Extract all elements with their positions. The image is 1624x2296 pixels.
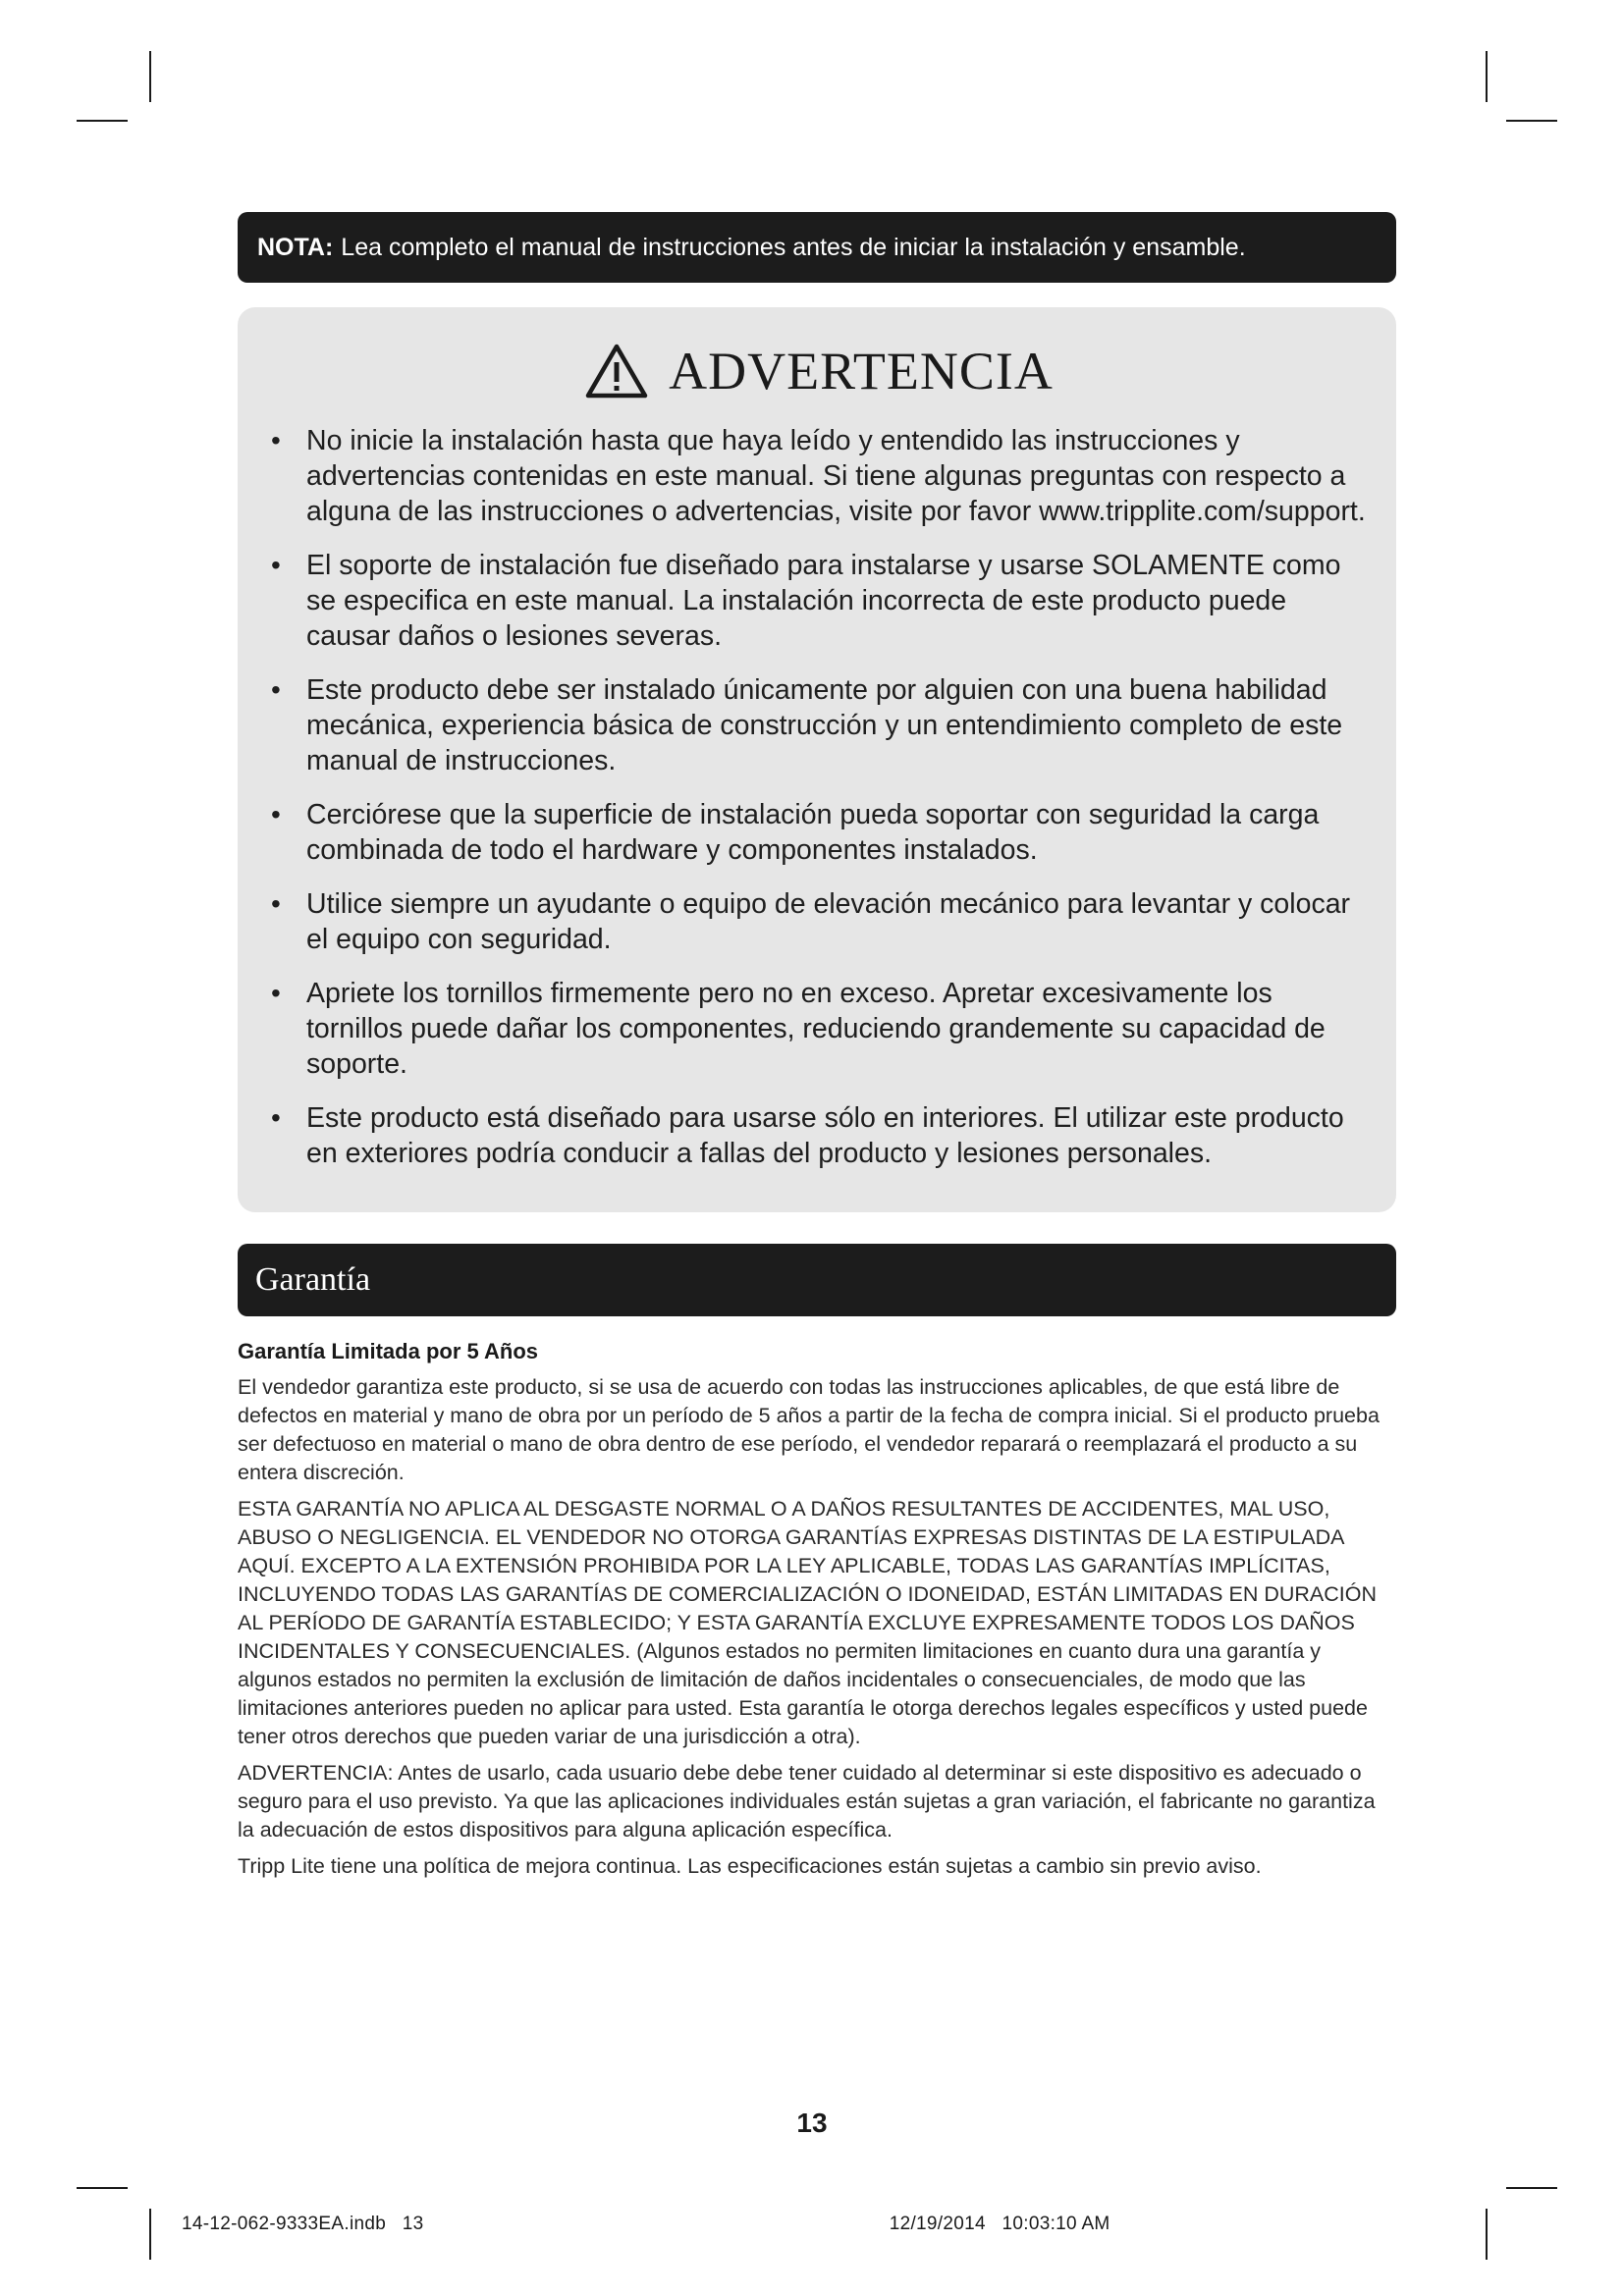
warning-item: • El soporte de instalación fue diseñado para instalarse y usarse SOLAMENTE como se especifica en este manual. La instalación incorrecta de este producto puede causar daños o lesiones severas. xyxy=(271,550,1341,652)
section-heading-text: Garantía xyxy=(255,1261,371,1298)
crop-mark xyxy=(149,51,151,102)
print-slug: 14-12-062-9333EA.indb 13 12/19/2014 10:03:10 AM xyxy=(182,2214,1110,2234)
warning-triangle-icon xyxy=(584,343,649,400)
warning-list xyxy=(271,423,1367,1171)
warning-item: • Este producto debe ser instalado únicamente por alguien con una buena habilidad mecánica, experiencia básica de construcción y un entendimiento completo de este manual de instrucciones. xyxy=(271,674,1343,776)
warranty-paragraph: El vendedor garantiza este producto, si se usa de acuerdo con todas las instrucciones aplicables, de que está libre de defectos en material y mano de obra por un período de 5 años a partir de la fecha de compra inicial. Si el producto prueba ser defectuoso en material o mano de obra dentro de ese período, el vendedor reparará o reemplazará el producto a su entera discreción. xyxy=(238,1375,1380,1484)
section-heading-garantia xyxy=(238,1244,1396,1316)
warranty-paragraph: ESTA GARANTÍA NO APLICA AL DESGASTE NORMAL O A DAÑOS RESULTANTES DE ACCIDENTES, MAL USO, ABUSO O NEGLIGENCIA. EL VENDEDOR NO OTORGA GARANTÍAS EXPRESAS DISTINTAS DE LA ESTIPULADA AQUÍ. EXCEPTO A LA EXTENSIÓN PROHIBIDA POR LA LEY APLICABLE, TODAS LAS GARANTÍAS IMPLÍCITAS, INCLUYENDO TODAS LAS GARANTÍAS DE COMERCIALIZACIÓN O IDONEIDAD, ESTÁN LIMITADAS EN DURACIÓN AL PERÍODO DE GARANTÍA ESTABLECIDO; Y ESTA GARANTÍA EXCLUYE EXPRESAMENTE TODOS LOS DAÑOS INCIDENTALES Y CONSECUENCIALES. (Algunos estados no permiten limitaciones en cuanto dura una garantía y algunos estados no permiten la exclusión de limitación de daños incidentales o consecuenciales, de modo que las limitaciones anteriores pueden no aplicar para usted. Esta garantía le otorga derechos legales específicos y usted puede tener otros derechos que pueden variar de una jurisdicción a otra). xyxy=(238,1497,1378,1748)
warranty-section xyxy=(238,1337,1396,1889)
note-label: NOTA: xyxy=(257,233,334,261)
warranty-paragraph: Tripp Lite tiene una política de mejora continua. Las especificaciones están sujetas a cambio sin previo aviso. xyxy=(238,1854,1262,1878)
crop-mark xyxy=(1486,51,1488,102)
note-text: Lea completo el manual de instrucciones antes de iniciar la instalación y ensamble. xyxy=(341,233,1246,261)
crop-mark xyxy=(149,2209,151,2260)
warning-item: • Este producto está diseñado para usarse sólo en interiores. El utilizar este producto en exteriores podría conducir a fallas del producto y lesiones personales. xyxy=(271,1102,1344,1169)
warning-box xyxy=(238,307,1396,1212)
warranty-subheading: Garantía Limitada por 5 Años xyxy=(238,1339,539,1363)
warning-item: • Cerciórese que la superficie de instalación pueda soportar con seguridad la carga combinada de todo el hardware y componentes instalados. xyxy=(271,799,1320,866)
crop-mark xyxy=(77,2187,128,2189)
crop-mark xyxy=(77,120,128,122)
warning-item: • Utilice siempre un ayudante o equipo de elevación mecánico para levantar y colocar el equipo con seguridad. xyxy=(271,888,1351,955)
warning-title: ADVERTENCIA xyxy=(669,342,1054,400)
warning-item: • Apriete los tornillos firmemente pero no en exceso. Apretar excesivamente los tornillos puede dañar los componentes, reduciendo grandemente su capacidad de soporte. xyxy=(271,978,1326,1080)
page-number: 13 xyxy=(796,2108,828,2138)
warning-heading xyxy=(271,327,1367,415)
crop-mark xyxy=(1486,2209,1488,2260)
note-banner xyxy=(238,212,1396,283)
warning-item: • No inicie la instalación hasta que haya leído y entendido las instrucciones y advertencias contenidas en este manual. Si tiene algunas preguntas con respecto a alguna de las instrucciones o advertencias, visite por favor www.tripplite.com/support. xyxy=(271,425,1366,527)
crop-mark xyxy=(1506,2187,1557,2189)
warranty-paragraph: ADVERTENCIA: Antes de usarlo, cada usuario debe debe tener cuidado al determinar si este dispositivo es adecuado o seguro para el uso previsto. Ya que las aplicaciones individuales están sujetas a gran variación, el fabricante no garantiza la adecuación de estos dispositivos para alguna aplicación específica. xyxy=(238,1761,1376,1842)
crop-mark xyxy=(1506,120,1557,122)
